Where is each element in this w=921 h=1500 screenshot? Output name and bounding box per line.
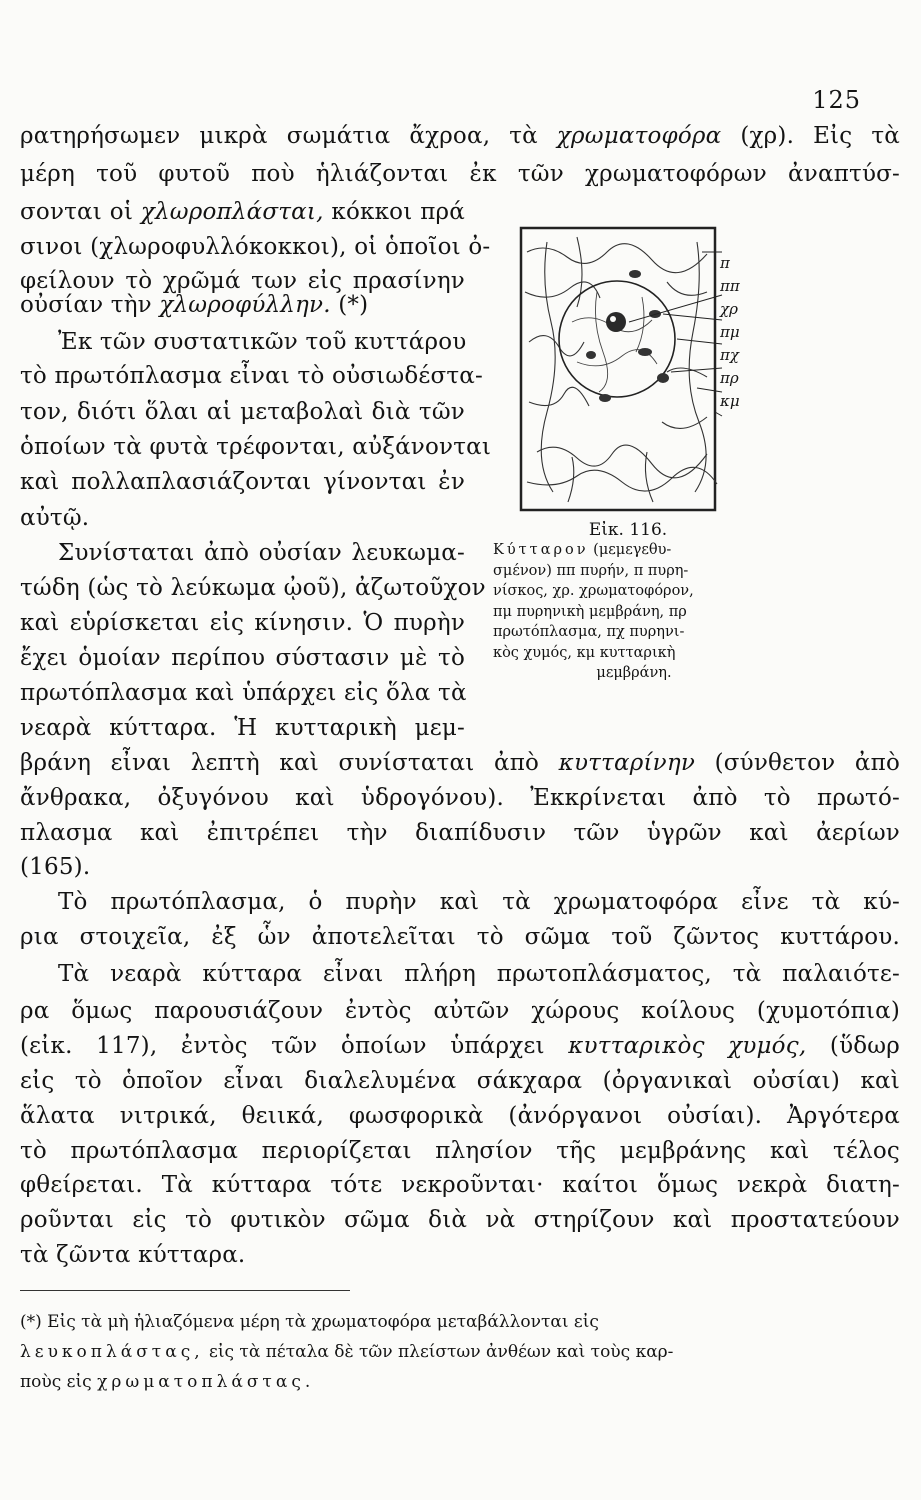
caption-line: σμένον) ππ πυρήν, π πυρη- bbox=[493, 562, 689, 579]
text-line: ἅλατα νιτρικά, θειικά, φωσφορικὰ (ἀνόργανοι οὐσίαι). Ἀργότερα bbox=[20, 1103, 900, 1129]
figure-label: πρ bbox=[720, 369, 739, 387]
text-line: ἔχει ὁμοίαν περίπου σύστασιν μὲ τὸ bbox=[20, 645, 465, 671]
caption-line: πμ πυρηνικὴ μεμβράνη, πρ bbox=[493, 603, 687, 620]
text-line: τὰ ζῶντα κύτταρα. bbox=[20, 1242, 246, 1268]
caption-line: μεμβράνη. bbox=[596, 665, 672, 681]
text-line: σινοι (χλωροφυλλόκοκκοι), οἱ ὁποῖοι ὀ- bbox=[20, 234, 491, 260]
footnote-line: λευκοπλάστας, εἰς τὰ πέταλα δὲ τῶν πλείστων ἀνθέων καὶ τοὺς καρ- bbox=[20, 1342, 674, 1362]
figure-caption bbox=[493, 540, 775, 684]
figure-labels bbox=[720, 252, 780, 413]
text-line: ρια στοιχεῖα, ἐξ ὧν ἀποτελεῖται τὸ σῶμα τοῦ ζῶντος κυττάρου. bbox=[20, 924, 900, 950]
text-line: ρα ὅμως παρουσιάζουν ἐντὸς αὐτῶν χώρους κοίλους (χυμοτόπια) bbox=[20, 998, 900, 1024]
figure-label: χρ bbox=[720, 300, 738, 318]
caption-line: κὸς χυμός, κμ κυτταρικὴ bbox=[493, 644, 676, 661]
figure-label: κμ bbox=[720, 392, 740, 410]
figure-label: ππ bbox=[720, 277, 740, 295]
text-line: Τὸ πρωτόπλασμα, ὁ πυρὴν καὶ τὰ χρωματοφόρα εἶνε τὰ κύ- bbox=[58, 889, 900, 915]
text-line: Συνίσταται ἀπὸ οὐσίαν λευκωμα- bbox=[58, 540, 465, 566]
text-line: τὸ πρωτόπλασμα εἶναι τὸ οὐσιωδέστα- bbox=[20, 363, 484, 389]
figure-label: π bbox=[720, 254, 730, 272]
text-line: ροῦνται εἰς τὸ φυτικὸν σῶμα διὰ νὰ στηρίζουν καὶ προστατεύουν bbox=[20, 1207, 900, 1233]
text-line: τώδη (ὡς τὸ λεύκωμα ᾠοῦ), ἀζωτοῦχον bbox=[20, 575, 486, 601]
text-line: βράνη εἶναι λεπτὴ καὶ συνίσταται ἀπὸ κυτταρίνην (σύνθετον ἀπὸ bbox=[20, 750, 900, 776]
text-line: Ἐκ τῶν συστατικῶν τοῦ κυττάρου bbox=[58, 329, 467, 355]
footnote-line: (*) Εἰς τὰ μὴ ἡλιαζόμενα μέρη τὰ χρωματοφόρα μεταβάλλονται εἰς bbox=[20, 1312, 599, 1332]
text-line: αὐτῷ. bbox=[20, 505, 90, 531]
text-line: εἰς τὸ ὁποῖον εἶναι διαλελυμένα σάκχαρα (ὀργανικαὶ οὐσίαι) καὶ bbox=[20, 1068, 900, 1094]
figure-label: πμ bbox=[720, 323, 740, 341]
page-number: 125 bbox=[812, 86, 861, 114]
cell-figure bbox=[517, 222, 727, 514]
text-line: καὶ πολλαπλασιάζονται γίνονται ἐν bbox=[20, 469, 465, 495]
text-line: φθείρεται. Τὰ κύτταρα τότε νεκροῦνται· καίτοι ὅμως νεκρὰ διατη- bbox=[20, 1172, 900, 1198]
text-line: οὐσίαν τὴν χλωροφύλλην. (*) bbox=[20, 292, 369, 318]
text-line: καὶ εὑρίσκεται εἰς κίνησιν. Ὁ πυρὴν bbox=[20, 610, 465, 636]
caption-line: πρωτόπλασμα, πχ πυρηνι- bbox=[493, 624, 685, 640]
text-line: πλασμα καὶ ἐπιτρέπει τὴν διαπίδυσιν τῶν ὑγρῶν καὶ ἀερίων bbox=[20, 820, 900, 846]
text-line: ὁποίων τὰ φυτὰ τρέφονται, αὐξάνονται bbox=[20, 434, 492, 460]
text-line: μέρη τοῦ φυτοῦ ποὺ ἡλιάζονται ἐκ τῶν χρωματοφόρων ἀναπτύσ- bbox=[20, 161, 900, 187]
footnote-line: ποὺς εἰς χρωματοπλάστας. bbox=[20, 1372, 315, 1392]
text-line: τον, διότι ὅλαι αἱ μεταβολαὶ διὰ τῶν bbox=[20, 399, 465, 425]
cell-illustration bbox=[517, 222, 727, 514]
text-line: ρατηρήσωμεν μικρὰ σωμάτια ἄχροα, τὰ χρωματοφόρα (χρ). Εἰς τὰ bbox=[20, 123, 901, 149]
figure-title: Εἰκ. 116. bbox=[588, 520, 668, 540]
caption-line: νίσκος, χρ. χρωματοφόρον, bbox=[493, 583, 694, 599]
footnote-divider bbox=[20, 1290, 350, 1291]
text-line: νεαρὰ κύτταρα. Ἡ κυτταρικὴ μεμ- bbox=[20, 715, 465, 741]
text-line: (εἰκ. 117), ἐντὸς τῶν ὁποίων ὑπάρχει κυτταρικὸς χυμός, (ὕδωρ bbox=[20, 1033, 900, 1059]
text-line: τὸ πρωτόπλασμα περιορίζεται πλησίον τῆς μεμβράνης καὶ τέλος bbox=[20, 1138, 900, 1164]
text-line: πρωτόπλασμα καὶ ὑπάρχει εἰς ὅλα τὰ bbox=[20, 680, 467, 706]
text-line: σονται οἱ χλωροπλάσται, κόκκοι πρά bbox=[20, 199, 466, 225]
text-line: (165). bbox=[20, 854, 91, 880]
figure-label: πχ bbox=[720, 346, 739, 364]
text-line: φείλουν τὸ χρῶμά των εἰς πρασίνην bbox=[20, 268, 465, 294]
text-line: ἄνθρακα, ὀξυγόνου καὶ ὑδρογόνου). Ἐκκρίνεται ἀπὸ τὸ πρωτό- bbox=[20, 785, 900, 811]
text-line: Τὰ νεαρὰ κύτταρα εἶναι πλήρη πρωτοπλάσματος, τὰ παλαιότε- bbox=[58, 961, 900, 987]
caption-line: Κύτταρον (μεμεγεθυ- bbox=[493, 542, 672, 558]
